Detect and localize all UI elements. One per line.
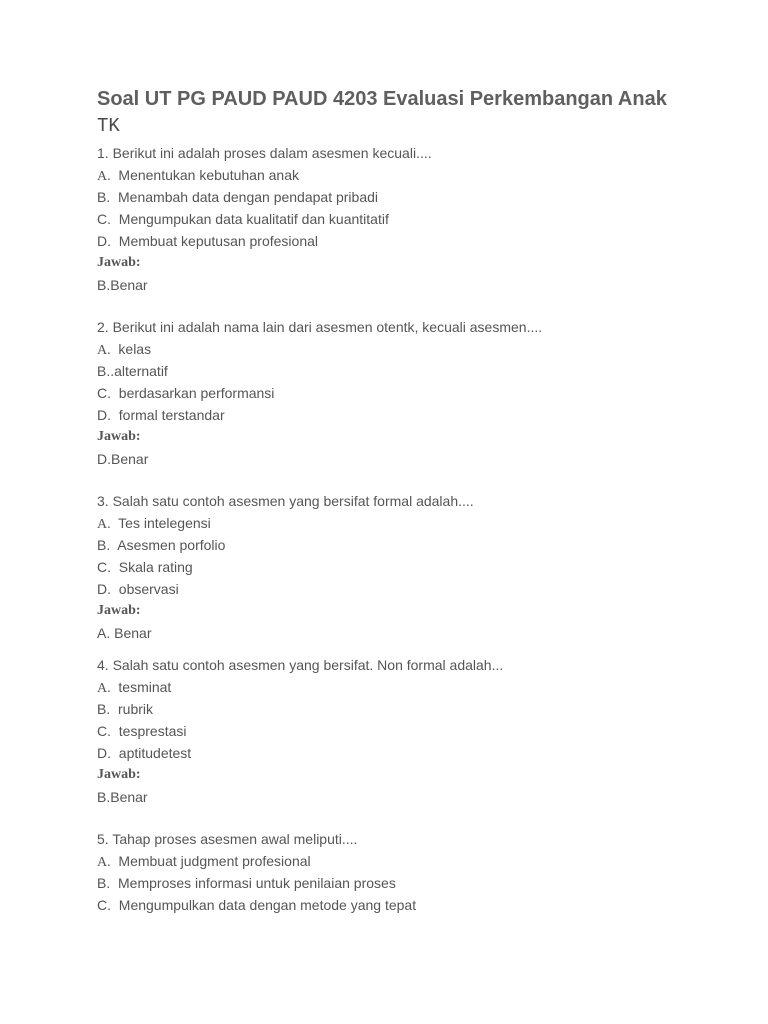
option-text: Mengumpulkan data dengan metode yang tepat: [118, 897, 417, 913]
option-4a: [97, 676, 737, 698]
option-3a: [97, 512, 737, 534]
option-3c: [97, 556, 737, 578]
option-4c: [97, 720, 737, 742]
option-letter: A.: [97, 517, 111, 532]
option-4b: [97, 698, 737, 720]
option-letter: D.: [97, 745, 111, 761]
option-letter: C.: [97, 559, 111, 575]
option-text: tesprestasi: [118, 723, 187, 739]
jawab-label: Jawab:: [97, 603, 141, 618]
option-letter: D.: [97, 233, 111, 249]
option-text: Mengumpukan data kualitatif dan kuantitatif: [118, 211, 389, 227]
option-letter: A.: [97, 855, 111, 870]
option-3d: [97, 578, 737, 600]
option-letter: B.: [97, 537, 111, 553]
option-text: Menentukan kebutuhan anak: [118, 167, 299, 183]
document-title-main: Soal UT PG PAUD PAUD 4203 Evaluasi Perkembangan Anak: [97, 88, 667, 110]
option-text: Memproses informasi untuk penilaian proses: [118, 875, 396, 891]
option-text: tesminat: [118, 679, 172, 695]
document-title: [97, 86, 737, 139]
option-letter: B.: [97, 875, 111, 891]
option-text: Membuat keputusan profesional: [118, 233, 319, 249]
option-text: aptitudetest: [118, 745, 192, 761]
option-2c: [97, 382, 737, 404]
question-5: 5. Tahap proses asesmen awal meliputi....: [97, 831, 358, 847]
option-text: Skala rating: [118, 559, 193, 575]
option-letter: D.: [97, 407, 111, 423]
option-5b: [97, 872, 737, 894]
option-letter: D.: [97, 581, 111, 597]
answer-1: B.Benar: [97, 277, 148, 293]
option-letter: B.: [97, 189, 111, 205]
option-letter: A.: [97, 681, 111, 696]
option-text: observasi: [118, 581, 179, 597]
option-1a: [97, 164, 737, 186]
option-letter: B.: [97, 701, 111, 717]
option-text: berdasarkan performansi: [118, 385, 275, 401]
question-1: 1. Berikut ini adalah proses dalam asesmen kecuali....: [97, 145, 432, 161]
answer-3: A. Benar: [97, 625, 152, 641]
option-letter: A.: [97, 169, 111, 184]
question-2: 2. Berikut ini adalah nama lain dari asesmen otentk, kecuali asesmen....: [97, 319, 543, 335]
option-1c: [97, 208, 737, 230]
question-4: 4. Salah satu contoh asesmen yang bersifat. Non formal adalah...: [97, 657, 504, 673]
option-text: Asesmen porfolio: [117, 537, 226, 553]
option-letter: C.: [97, 385, 111, 401]
option-text: Membuat judgment profesional: [118, 853, 311, 869]
option-4d: [97, 742, 737, 764]
option-5a: [97, 850, 737, 872]
jawab-label: Jawab:: [97, 767, 141, 782]
option-1d: [97, 230, 737, 252]
jawab-label: Jawab:: [97, 255, 141, 270]
option-letter: C.: [97, 897, 111, 913]
option-letter: A.: [97, 343, 111, 358]
option-text: formal terstandar: [118, 407, 225, 423]
option-text: kelas: [118, 341, 152, 357]
option-2d: [97, 404, 737, 426]
answer-4: B.Benar: [97, 789, 148, 805]
question-3: 3. Salah satu contoh asesmen yang bersifat formal adalah....: [97, 493, 474, 509]
option-letter: C.: [97, 723, 111, 739]
document-title-tail: TK: [97, 115, 120, 137]
option-text: rubrik: [118, 701, 154, 717]
option-2b: [97, 360, 737, 382]
option-3b: [97, 534, 737, 556]
option-1b: [97, 186, 737, 208]
option-2a: [97, 338, 737, 360]
document-page: [97, 86, 737, 916]
option-text: Menambah data dengan pendapat pribadi: [118, 189, 378, 205]
option-letter: C.: [97, 211, 111, 227]
option-text: B..alternatif: [97, 363, 168, 379]
option-5c: [97, 894, 737, 916]
option-text: Tes intelegensi: [118, 515, 211, 531]
answer-2: D.Benar: [97, 451, 149, 467]
jawab-label: Jawab:: [97, 429, 141, 444]
